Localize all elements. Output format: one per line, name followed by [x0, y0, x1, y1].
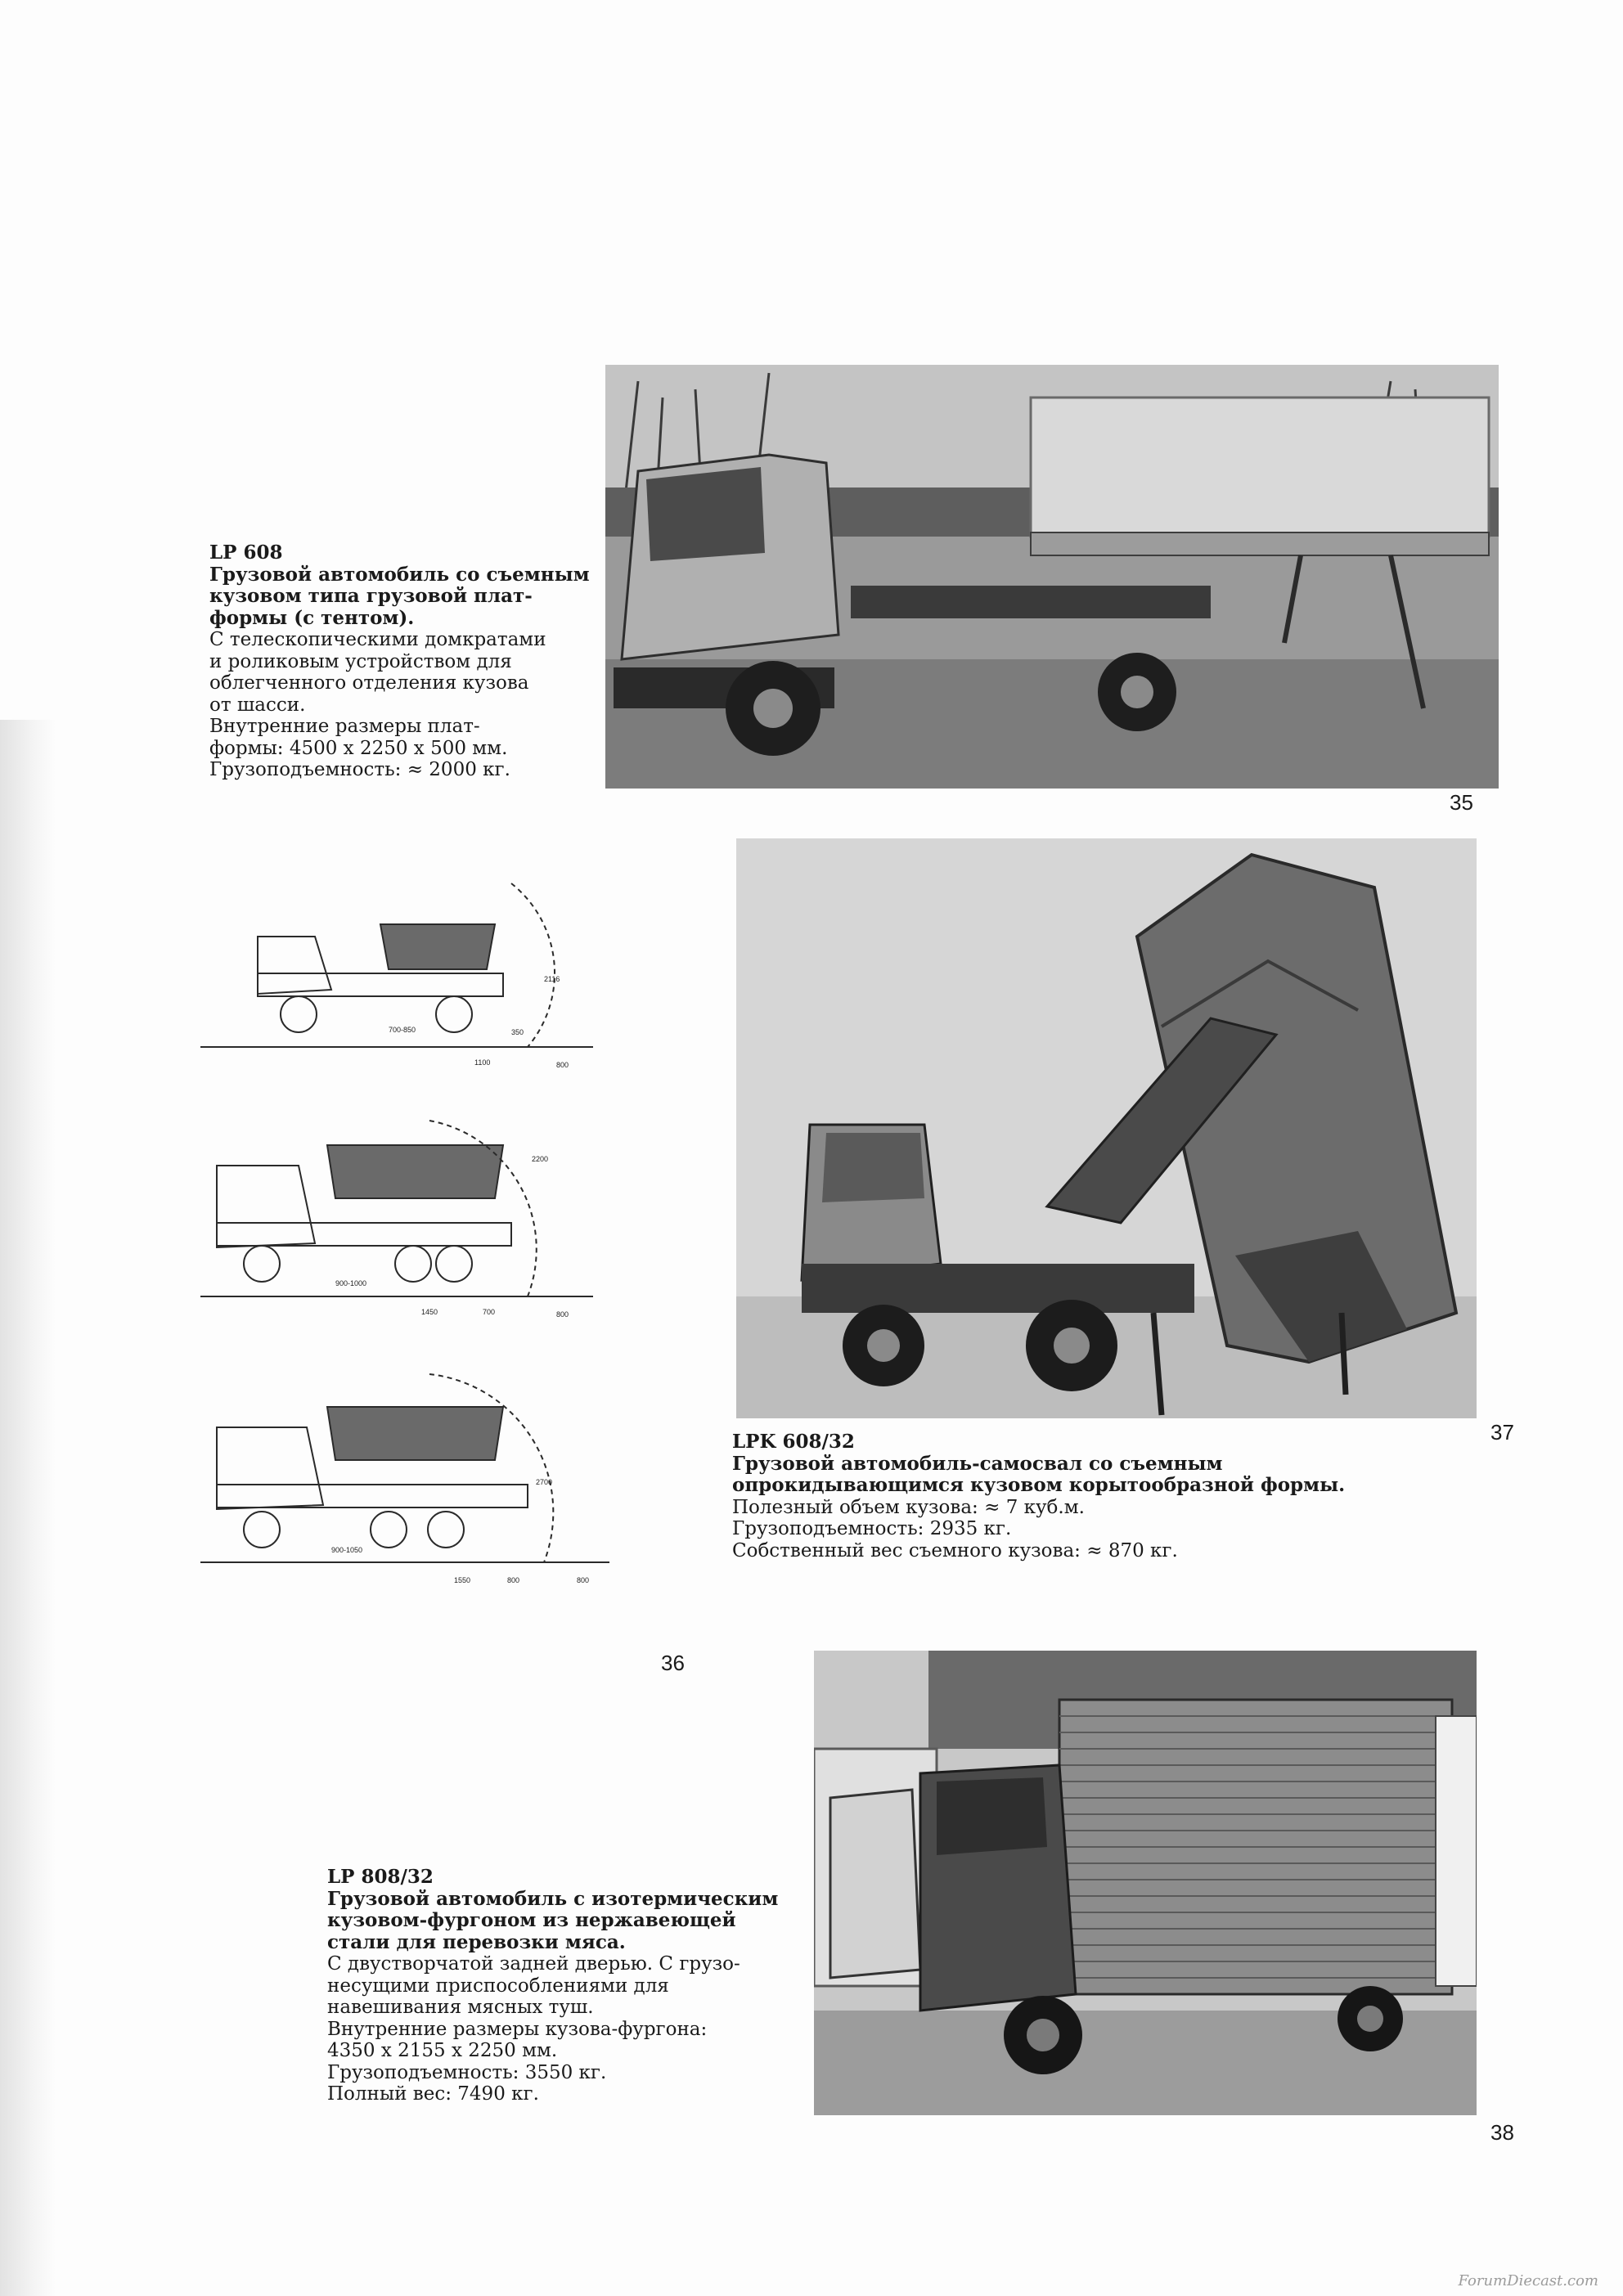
caption-line: Внутренние размеры кузова-фургона: [327, 2018, 708, 2040]
dim-3-a: 2700 [536, 1478, 553, 1486]
dim-1-c: 350 [511, 1028, 524, 1036]
headline-line: формы (с тентом). [209, 606, 415, 629]
caption-line: от шасси. [209, 694, 306, 716]
figure-number-37: 37 [1490, 1420, 1514, 1445]
dim-2-b: 900-1000 [335, 1279, 367, 1287]
headline-line: кузовом типа грузовой плат- [209, 585, 533, 607]
photo-lp608 [605, 365, 1499, 789]
caption-line: 4350 x 2155 x 2250 мм. [327, 2040, 558, 2061]
caption-line: формы: 4500 x 2250 x 500 мм. [209, 737, 508, 759]
headline-line: Грузовой автомобиль с изотермическим [327, 1887, 779, 1910]
caption-line: С телескопическими домкратами [209, 629, 546, 650]
model-lpk608-32: LPK 608/32 [732, 1431, 855, 1453]
headline-line: стали для перевозки мяса. [327, 1930, 626, 1953]
page-edge-shadow [0, 720, 56, 2296]
dim-2-c: 1450 [421, 1308, 438, 1316]
dim-2-e: 800 [556, 1310, 569, 1319]
watermark: ForumDiecast.com [1458, 2272, 1598, 2289]
caption-line: Полезный объем кузова: ≈ 7 куб.м. [732, 1496, 1085, 1518]
dim-1-b: 700-850 [389, 1026, 416, 1034]
technical-drawings [184, 851, 659, 1628]
dim-3-c: 1550 [454, 1576, 471, 1584]
caption-line: Полный вес: 7490 кг. [327, 2083, 539, 2105]
figure-number-35: 35 [1450, 790, 1473, 815]
caption-line: облегченного отделения кузова [209, 672, 529, 694]
caption-lp608 [209, 542, 590, 781]
headline-line: Грузовой автомобиль со съемным [209, 563, 590, 586]
photo-lp808-32 [814, 1651, 1477, 2115]
model-lp808-32: LP 808/32 [327, 1866, 434, 1888]
headline-line: кузовом-фургоном из нержавеющей [327, 1909, 736, 1931]
caption-line: Грузоподъемность: 2935 кг. [732, 1518, 1012, 1539]
dim-1-d: 1100 [474, 1058, 491, 1067]
photo-lpk608-32 [736, 838, 1477, 1418]
headline-line: Грузовой автомобиль-самосвал со съемным [732, 1452, 1223, 1475]
caption-line: несущими приспособлениями для [327, 1975, 669, 1997]
caption-lp808-32 [327, 1867, 778, 2105]
dim-3-d: 800 [507, 1576, 520, 1584]
dim-1-e: 800 [556, 1061, 569, 1069]
dim-2-a: 2200 [532, 1155, 549, 1163]
caption-line: Внутренние размеры плат- [209, 716, 480, 737]
caption-line: Грузоподъемность: 3550 кг. [327, 2061, 607, 2083]
figure-number-38: 38 [1490, 2120, 1514, 2145]
dim-2-d: 700 [483, 1308, 496, 1316]
dim-3-b: 900-1050 [331, 1546, 363, 1554]
caption-line: Грузоподъемность: ≈ 2000 кг. [209, 759, 510, 780]
caption-line: С двустворчатой задней дверью. С грузо- [327, 1953, 740, 1975]
dim-1-a: 2116 [544, 975, 560, 983]
model-lp608: LP 608 [209, 541, 283, 564]
headline-line: опрокидывающимся кузовом корытообразной формы. [732, 1474, 1346, 1496]
caption-line: навешивания мясных туш. [327, 1997, 594, 2018]
figure-number-36: 36 [661, 1651, 685, 1675]
caption-line: и роликовым устройством для [209, 650, 512, 672]
caption-line: Собственный вес съемного кузова: ≈ 870 кг. [732, 1539, 1178, 1561]
dim-3-e: 800 [577, 1576, 590, 1584]
caption-lpk608-32 [732, 1431, 1345, 1561]
